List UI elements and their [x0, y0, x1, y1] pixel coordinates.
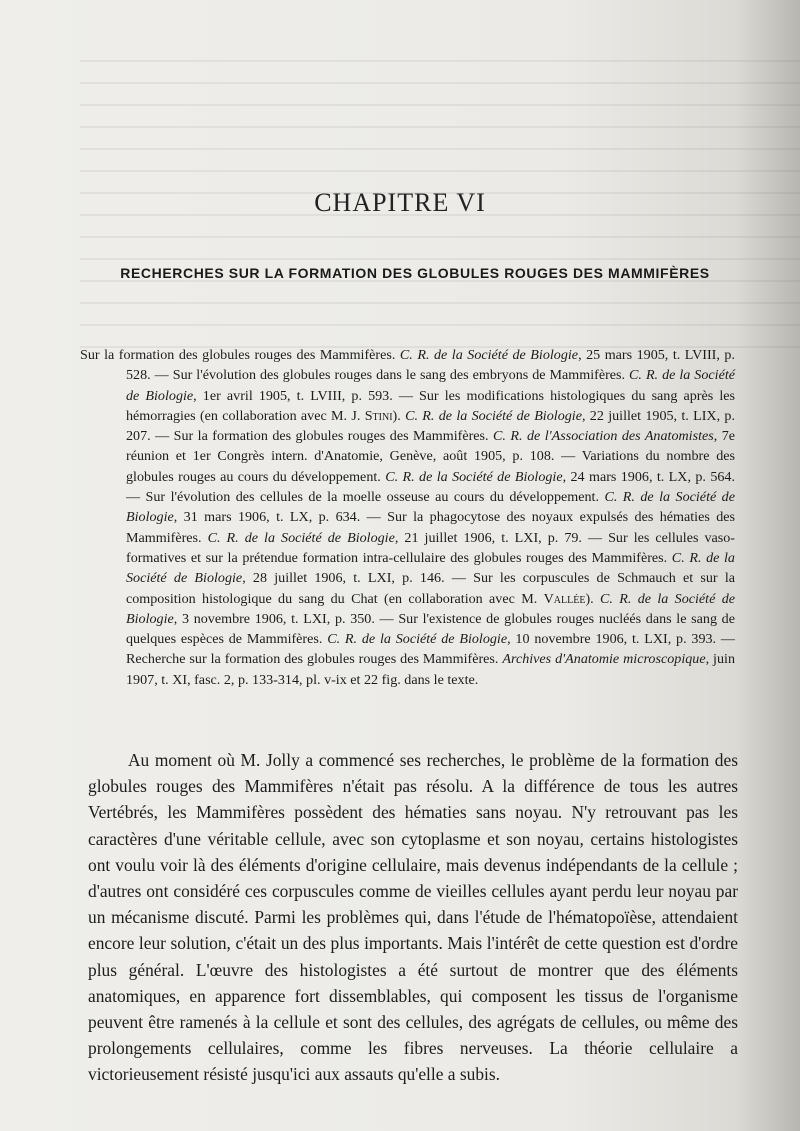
reference-journal: C. R. de la Société de Biologie: [126, 489, 735, 526]
reference-text: , 24 mars 1906, t. LX, p. 564. — Sur l'évolution des cellules de la moelle osseuse au cours du développement.: [126, 468, 735, 506]
reference-text: , 1er avril 1905, t. LVIII, p. 593. — Sur les modifications histologiques du sang après les hémorragies (en collaboration avec M. J.: [126, 387, 736, 424]
reference-journal: C. R. de la Société de Biologie: [327, 631, 508, 648]
chapter-heading: RECHERCHES SUR LA FORMATION DES GLOBULES ROUGES DES MAMMIFÈRES: [120, 265, 710, 281]
reference-journal: C. R. de la Société de Biologie: [399, 347, 579, 363]
reference-text: , juin 1907, t. XI, fasc. 2, p. 133-314, pl. v-ix et 22 fig. dans le texte.: [126, 651, 735, 688]
reference-journal: Archives d'Anatomie microscopique: [502, 651, 706, 668]
bibliography-block: [80, 345, 735, 690]
reference-journal: C. R. de l'Association des Anatomistes: [493, 428, 714, 445]
reference-journal: C. R. de la Société de Biologie: [126, 549, 735, 587]
body-paragraph: Au moment où M. Jolly a commencé ses recherches, le problème de la formation des globules rouges des Mammifères n'était pas résolu. A la différence de tous les autres Vertébrés, les Mammifères possèdent des hématies sans noyau. N'y retrouvant pas les caractères d'une véritable cellule, avec son cytoplasme et son noyau, certains histologistes ont voulu voir là des éléments d'origine cellulaire, mais devenus indépendants de la cellule ; d'autres ont considéré ces corpuscules comme de vieilles cellules ayant perdu leur noyau par un mécanisme discuté. Parmi les problèmes qui, dans l'étude de l'hématopoïèse, attendaient encore leur solution, c'était un des plus importants. Mais l'intérêt de cette question est d'ordre plus général. L'œuvre des histologistes a été surtout de montrer que des éléments anatomiques, en apparence fort dissemblables, qui composent les tissus de l'organisme peuvent être ramenés à la cellule et sont des cellules, des agrégats de cellules, ou même des prolongements cellulaires, comme les fibres nerveuses. La théorie cellulaire a victorieusement résisté jusqu'ici aux assauts qu'elle a subis.: [88, 750, 738, 1085]
reference-text: , 25 mars 1905, t. LVIII, p. 528. — Sur l'évolution des globules rouges dans le sang des embryons de Mammifères.: [126, 347, 735, 384]
reference-text: Sur la formation des globules rouges des Mammifères.: [80, 347, 400, 363]
reference-text: , 22 juillet 1905, t. LIX, p. 207. — Sur la formation des globules rouges des Mammifères.: [126, 407, 735, 445]
reference-journal: C. R. de la Société de Biologie: [207, 529, 395, 546]
reference-text: ).: [392, 407, 406, 424]
reference-text: , 3 novembre 1906, t. LXI, p. 350. — Sur l'existence de globules rouges nucléés dans le sang de quelques espèces de Mammifères.: [126, 610, 735, 648]
reference-author: Stini: [364, 407, 393, 424]
reference-text: , 7e réunion et 1er Congrès intern. d'Anatomie, Genève, août 1905, p. 108. — Variations du nombre des globules rouges au cours du développement.: [126, 428, 736, 485]
reference-text: , 31 mars 1906, t. LX, p. 634. — Sur la phagocytose des noyaux expulsés des hématies des Mammifères.: [126, 509, 735, 546]
chapter-title: CHAPITRE VI: [314, 188, 486, 217]
reference-text: ).: [585, 590, 600, 607]
reference-text: , 21 juillet 1906, t. LXI, p. 79. — Sur les cellules vaso-formatives et sur la prétendue formation intra-cellulaire des globules rouges des Mammifères.: [126, 529, 735, 566]
reference-journal: C. R. de la Société de Biologie: [405, 407, 582, 424]
reference-journal: C. R. de la Société de Biologie: [385, 468, 563, 485]
reference-journal: C. R. de la Société de Biologie: [126, 590, 735, 627]
reference-journal: C. R. de la Société de Biologie: [126, 367, 735, 404]
reference-author: Vallée: [543, 590, 586, 607]
reference-text: , 10 novembre 1906, t. LXI, p. 393. — Recherche sur la formation des globules rouges des Mammifères.: [126, 631, 735, 668]
reference-text: , 28 juillet 1906, t. LXI, p. 146. — Sur les corpuscules de Schmauch et sur la composition histologique du sang du Chat (en collaboration avec M.: [126, 570, 735, 607]
